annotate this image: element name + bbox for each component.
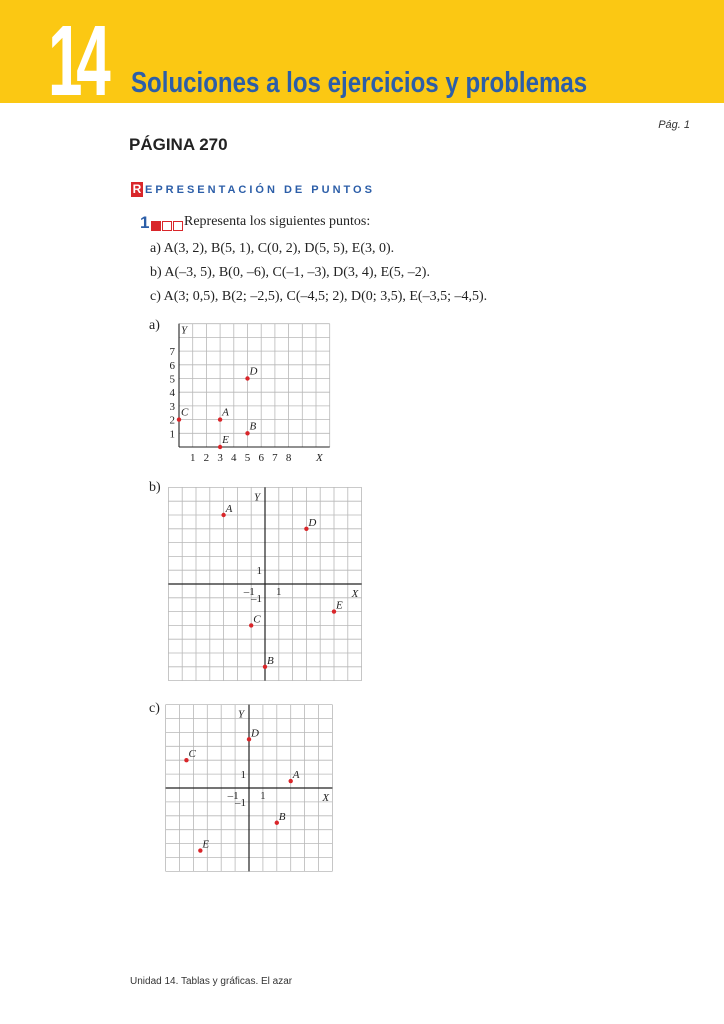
y-tick-label: 7 <box>169 346 175 359</box>
graph-b-label: b) <box>149 480 161 495</box>
y-tick-label: 2 <box>169 414 175 427</box>
y-tick-label: 5 <box>169 373 175 386</box>
x-tick-label: 7 <box>272 452 278 464</box>
y-axis-label: Y <box>238 708 245 721</box>
y-tick-label: 1 <box>169 428 175 441</box>
chapter-title: Soluciones a los ejercicios y problemas <box>131 67 588 99</box>
y-tick-label: –1 <box>251 592 262 605</box>
point-label-B: B <box>278 810 286 823</box>
point-label-E: E <box>336 599 343 612</box>
y-axis-label: Y <box>254 491 261 504</box>
y-tick-label: 4 <box>169 387 175 400</box>
x-axis-label: X <box>316 452 323 464</box>
graph-a <box>166 319 336 469</box>
exercise-item-c: c) A(3; 0,5), B(2; –2,5), C(–4,5; 2), D(0; 3,5), E(–3,5; –4,5). <box>150 289 488 304</box>
x-axis-label: X <box>351 588 359 600</box>
chapter-number: 14 <box>48 5 105 117</box>
y-tick-label: –1 <box>235 796 246 809</box>
x-tick-label: 5 <box>244 452 251 464</box>
x-axis-label: X <box>322 792 330 804</box>
page-number: Pág. 1 <box>658 119 690 131</box>
point-label-C: C <box>181 406 189 419</box>
x-tick-label: –1 <box>227 790 239 802</box>
exercise-statement: Representa los siguientes puntos: <box>184 214 371 229</box>
exercise-number: 1 <box>140 213 150 232</box>
graph-b <box>160 480 375 690</box>
difficulty-icon <box>151 218 184 236</box>
y-tick-label: 1 <box>240 769 246 782</box>
exercise-item-a: a) A(3, 2), B(5, 1), C(0, 2), D(5, 5), E(3, 0). <box>150 241 395 256</box>
section-initial: R <box>132 182 142 196</box>
x-tick-label: 1 <box>260 790 266 802</box>
page-title: PÁGINA 270 <box>129 135 228 154</box>
point-label-B: B <box>267 654 274 667</box>
graph-a-label: a) <box>149 318 160 333</box>
x-tick-label: 3 <box>217 452 223 464</box>
graph-c <box>160 700 350 890</box>
point-label-A: A <box>292 769 300 782</box>
x-tick-label: 1 <box>276 586 282 598</box>
x-tick-label: –1 <box>243 586 255 598</box>
graph-c-label: c) <box>149 701 160 716</box>
y-tick-label: 1 <box>256 565 262 578</box>
point-label-C: C <box>253 613 261 626</box>
exercise-item-b: b) A(–3, 5), B(0, –6), C(–1, –3), D(3, 4), E(5, –2). <box>150 265 430 280</box>
section-heading-rest: EPRESENTACIÓN DE PUNTOS <box>145 184 375 196</box>
section-heading <box>131 182 375 197</box>
point-label-A: A <box>225 503 233 515</box>
point-label-B: B <box>249 420 257 433</box>
y-tick-label: 6 <box>169 359 175 372</box>
point-label-D: D <box>308 516 317 529</box>
point-label-E: E <box>202 838 210 851</box>
point-label-A: A <box>222 406 229 419</box>
point-label-D: D <box>251 727 259 740</box>
y-tick-label: 3 <box>169 400 175 413</box>
point-label-E: E <box>222 434 229 446</box>
footer: Unidad 14. Tablas y gráficas. El azar <box>130 976 293 987</box>
x-tick-label: 2 <box>203 452 210 464</box>
y-axis-label: Y <box>181 324 188 337</box>
x-tick-label: 6 <box>258 452 264 464</box>
x-tick-label: 1 <box>189 452 196 464</box>
point-label-C: C <box>188 748 196 761</box>
point-label-D: D <box>249 365 258 378</box>
x-tick-label: 4 <box>231 452 237 464</box>
x-tick-label: 8 <box>285 452 292 464</box>
